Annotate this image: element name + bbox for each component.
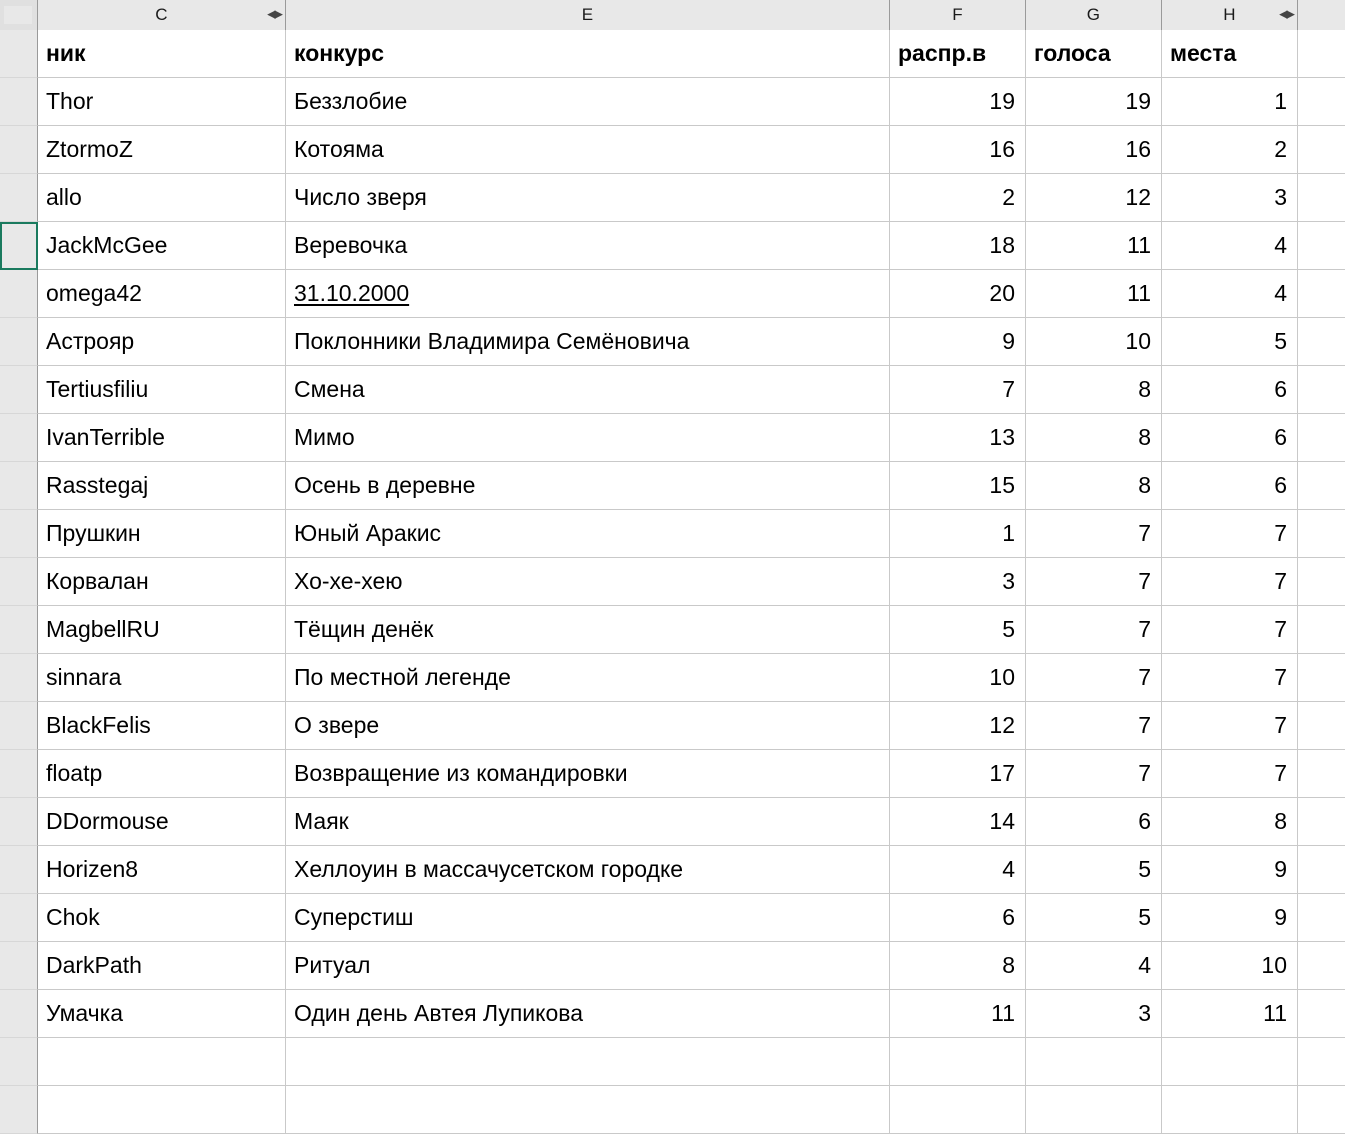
grid-body[interactable] — [0, 30, 1345, 1134]
cell-nick[interactable]: sinnara — [38, 654, 286, 702]
table-header-distrib[interactable]: распр.в — [890, 30, 1026, 78]
cell-contest[interactable]: Суперстиш — [286, 894, 890, 942]
cell-votes[interactable]: 10 — [1026, 318, 1162, 366]
cell-contest[interactable]: Веревочка — [286, 222, 890, 270]
cell-distrib[interactable]: 12 — [890, 702, 1026, 750]
cell-votes[interactable]: 7 — [1026, 606, 1162, 654]
cell-votes[interactable]: 7 — [1026, 750, 1162, 798]
cell-place[interactable]: 11 — [1162, 990, 1298, 1038]
cell-distrib[interactable]: 18 — [890, 222, 1026, 270]
cell-overflow — [1298, 1086, 1345, 1134]
cell-overflow — [1298, 1038, 1345, 1086]
cell-nick[interactable]: Корвалан — [38, 558, 286, 606]
cell-place[interactable]: 4 — [1162, 270, 1298, 318]
cell-votes[interactable]: 8 — [1026, 366, 1162, 414]
row-header[interactable] — [0, 942, 38, 990]
cell-nick[interactable]: floatp — [38, 750, 286, 798]
cell-nick[interactable]: omega42 — [38, 270, 286, 318]
row-header[interactable] — [0, 606, 38, 654]
cell-place[interactable]: 2 — [1162, 126, 1298, 174]
cell-votes[interactable]: 16 — [1026, 126, 1162, 174]
cell-nick[interactable]: Tertiusfiliu — [38, 366, 286, 414]
cell-contest[interactable]: Маяк — [286, 798, 890, 846]
cell-overflow — [1298, 78, 1345, 126]
cell-distrib[interactable]: 17 — [890, 750, 1026, 798]
table-row[interactable] — [0, 942, 1345, 990]
cell-place[interactable] — [1162, 1038, 1298, 1086]
cell-place[interactable]: 10 — [1162, 942, 1298, 990]
cell-place[interactable]: 7 — [1162, 750, 1298, 798]
cell-nick[interactable] — [38, 1038, 286, 1086]
table-row[interactable] — [0, 462, 1345, 510]
cell-votes[interactable]: 8 — [1026, 414, 1162, 462]
table-row[interactable] — [0, 270, 1345, 318]
cell-overflow — [1298, 126, 1345, 174]
cell-place[interactable] — [1162, 1086, 1298, 1134]
cell-votes[interactable]: 3 — [1026, 990, 1162, 1038]
cell-distrib[interactable]: 11 — [890, 990, 1026, 1038]
table-row-empty[interactable] — [0, 1038, 1345, 1086]
row-header[interactable] — [0, 78, 38, 126]
row-header[interactable] — [0, 990, 38, 1038]
table-row[interactable] — [0, 318, 1345, 366]
cell-contest[interactable]: Котояма — [286, 126, 890, 174]
row-header[interactable] — [0, 30, 38, 78]
cell-contest[interactable]: Один день Автея Лупикова — [286, 990, 890, 1038]
table-row[interactable] — [0, 126, 1345, 174]
cell-nick[interactable]: Chok — [38, 894, 286, 942]
cell-overflow — [1298, 846, 1345, 894]
table-header-contest[interactable]: конкурс — [286, 30, 890, 78]
row-header-selected[interactable] — [0, 222, 38, 270]
cell-votes[interactable]: 11 — [1026, 270, 1162, 318]
table-row[interactable] — [0, 558, 1345, 606]
cell-place[interactable]: 1 — [1162, 78, 1298, 126]
cell-distrib[interactable]: 8 — [890, 942, 1026, 990]
cell-distrib[interactable]: 7 — [890, 366, 1026, 414]
cell-overflow — [1298, 654, 1345, 702]
table-row[interactable] — [0, 654, 1345, 702]
cell-votes[interactable] — [1026, 1038, 1162, 1086]
table-header-overflow — [1298, 30, 1345, 78]
cell-votes[interactable]: 7 — [1026, 510, 1162, 558]
column-resize-handle-C-icon[interactable]: ◀▶ — [267, 8, 282, 21]
cell-place[interactable]: 7 — [1162, 606, 1298, 654]
row-header[interactable] — [0, 126, 38, 174]
row-header[interactable] — [0, 1086, 38, 1134]
cell-place[interactable]: 6 — [1162, 462, 1298, 510]
cell-votes[interactable]: 5 — [1026, 846, 1162, 894]
cell-overflow — [1298, 558, 1345, 606]
cell-overflow — [1298, 222, 1345, 270]
table-row[interactable] — [0, 894, 1345, 942]
row-header[interactable] — [0, 894, 38, 942]
table-row[interactable] — [0, 846, 1345, 894]
cell-distrib[interactable]: 1 — [890, 510, 1026, 558]
cell-place[interactable]: 6 — [1162, 414, 1298, 462]
column-header-G[interactable] — [1026, 0, 1162, 30]
row-header[interactable] — [0, 174, 38, 222]
cell-overflow — [1298, 462, 1345, 510]
cell-nick[interactable]: DarkPath — [38, 942, 286, 990]
cell-distrib[interactable]: 3 — [890, 558, 1026, 606]
cell-contest[interactable]: Смена — [286, 366, 890, 414]
cell-place[interactable]: 7 — [1162, 510, 1298, 558]
table-row[interactable] — [0, 78, 1345, 126]
row-header[interactable] — [0, 798, 38, 846]
table-header-nick[interactable]: ник — [38, 30, 286, 78]
cell-contest[interactable]: Возвращение из командировки — [286, 750, 890, 798]
cell-votes[interactable]: 7 — [1026, 702, 1162, 750]
row-header[interactable] — [0, 750, 38, 798]
table-row[interactable] — [0, 222, 1345, 270]
cell-contest[interactable]: Хеллоуин в массачусетском городке — [286, 846, 890, 894]
row-header[interactable] — [0, 462, 38, 510]
cell-votes[interactable]: 19 — [1026, 78, 1162, 126]
cell-nick[interactable]: BlackFelis — [38, 702, 286, 750]
cell-distrib[interactable]: 14 — [890, 798, 1026, 846]
table-header-votes[interactable]: голоса — [1026, 30, 1162, 78]
cell-votes[interactable]: 7 — [1026, 654, 1162, 702]
column-header-H[interactable] — [1162, 0, 1298, 30]
cell-contest[interactable]: Число зверя — [286, 174, 890, 222]
cell-contest[interactable]: Хо-хе-хею — [286, 558, 890, 606]
cell-overflow — [1298, 270, 1345, 318]
row-header[interactable] — [0, 366, 38, 414]
cell-contest[interactable]: О звере — [286, 702, 890, 750]
row-header[interactable] — [0, 654, 38, 702]
cell-contest[interactable]: Тёщин денёк — [286, 606, 890, 654]
table-row[interactable] — [0, 798, 1345, 846]
cell-distrib[interactable]: 20 — [890, 270, 1026, 318]
cell-distrib[interactable]: 9 — [890, 318, 1026, 366]
cell-distrib[interactable]: 13 — [890, 414, 1026, 462]
cell-distrib[interactable]: 4 — [890, 846, 1026, 894]
cell-contest[interactable]: Осень в деревне — [286, 462, 890, 510]
cell-nick[interactable]: Thor — [38, 78, 286, 126]
cell-overflow — [1298, 894, 1345, 942]
cell-votes[interactable]: 8 — [1026, 462, 1162, 510]
cell-distrib[interactable]: 16 — [890, 126, 1026, 174]
cell-contest[interactable] — [286, 1086, 890, 1134]
table-row[interactable] — [0, 702, 1345, 750]
cell-distrib[interactable] — [890, 1086, 1026, 1134]
cell-overflow — [1298, 606, 1345, 654]
table-header-row — [0, 30, 1345, 78]
cell-place[interactable]: 8 — [1162, 798, 1298, 846]
column-header-F[interactable] — [890, 0, 1026, 30]
row-header[interactable] — [0, 558, 38, 606]
cell-distrib[interactable]: 10 — [890, 654, 1026, 702]
cell-overflow — [1298, 750, 1345, 798]
cell-votes[interactable]: 11 — [1026, 222, 1162, 270]
cell-distrib[interactable]: 5 — [890, 606, 1026, 654]
cell-place[interactable]: 3 — [1162, 174, 1298, 222]
row-header[interactable] — [0, 318, 38, 366]
cell-distrib[interactable]: 15 — [890, 462, 1026, 510]
cell-distrib[interactable] — [890, 1038, 1026, 1086]
cell-place[interactable]: 7 — [1162, 654, 1298, 702]
column-header-overflow — [1298, 0, 1345, 30]
table-row[interactable] — [0, 414, 1345, 462]
table-row[interactable] — [0, 606, 1345, 654]
cell-contest[interactable]: Поклонники Владимира Семёновича — [286, 318, 890, 366]
cell-nick[interactable]: JackMcGee — [38, 222, 286, 270]
cell-place[interactable]: 9 — [1162, 894, 1298, 942]
cell-contest[interactable] — [286, 1038, 890, 1086]
table-row[interactable] — [0, 750, 1345, 798]
cell-contest[interactable]: Юный Аракис — [286, 510, 890, 558]
column-header-G-label: G — [1086, 5, 1101, 24]
column-resize-handle-H-icon[interactable]: ◀▶ — [1279, 8, 1294, 21]
table-header-place[interactable]: места — [1162, 30, 1298, 78]
row-header[interactable] — [0, 846, 38, 894]
column-header-C[interactable] — [38, 0, 286, 30]
table-row[interactable] — [0, 366, 1345, 414]
cell-votes[interactable] — [1026, 1086, 1162, 1134]
column-header-C-label: C — [155, 5, 168, 24]
row-header[interactable] — [0, 510, 38, 558]
cell-nick[interactable]: Horizen8 — [38, 846, 286, 894]
cell-votes[interactable]: 5 — [1026, 894, 1162, 942]
cell-nick[interactable]: DDormouse — [38, 798, 286, 846]
table-row[interactable] — [0, 510, 1345, 558]
table-row[interactable] — [0, 990, 1345, 1038]
column-header-H-label: H — [1223, 5, 1236, 24]
cell-nick[interactable]: Астрояр — [38, 318, 286, 366]
cell-place[interactable]: 9 — [1162, 846, 1298, 894]
cell-nick[interactable]: allo — [38, 174, 286, 222]
cell-nick[interactable]: ZtormoZ — [38, 126, 286, 174]
cell-contest[interactable] — [286, 270, 890, 318]
column-header-row — [0, 0, 1345, 30]
select-all-corner[interactable] — [0, 0, 38, 30]
cell-contest[interactable]: Мимо — [286, 414, 890, 462]
cell-overflow — [1298, 366, 1345, 414]
cell-contest[interactable]: Беззлобие — [286, 78, 890, 126]
cell-nick[interactable]: IvanTerrible — [38, 414, 286, 462]
cell-votes[interactable]: 7 — [1026, 558, 1162, 606]
cell-place[interactable]: 7 — [1162, 702, 1298, 750]
table-row[interactable] — [0, 174, 1345, 222]
cell-overflow — [1298, 318, 1345, 366]
cell-place[interactable]: 5 — [1162, 318, 1298, 366]
row-header[interactable] — [0, 270, 38, 318]
column-header-E-label: E — [581, 5, 594, 24]
cell-nick[interactable] — [38, 1086, 286, 1134]
cell-overflow — [1298, 942, 1345, 990]
column-header-E[interactable] — [286, 0, 890, 30]
cell-votes[interactable]: 4 — [1026, 942, 1162, 990]
cell-overflow — [1298, 990, 1345, 1038]
row-header[interactable] — [0, 1038, 38, 1086]
cell-overflow — [1298, 414, 1345, 462]
cell-place[interactable]: 7 — [1162, 558, 1298, 606]
cell-distrib[interactable]: 2 — [890, 174, 1026, 222]
cell-nick[interactable]: Умачка — [38, 990, 286, 1038]
cell-votes[interactable]: 12 — [1026, 174, 1162, 222]
cell-overflow — [1298, 798, 1345, 846]
cell-overflow — [1298, 174, 1345, 222]
table-row-empty[interactable] — [0, 1086, 1345, 1134]
cell-contest-text: 31.10.2000 — [294, 280, 410, 306]
column-header-F-label: F — [952, 5, 963, 24]
row-header[interactable] — [0, 702, 38, 750]
cell-distrib[interactable]: 6 — [890, 894, 1026, 942]
cell-nick[interactable]: Rasstegaj — [38, 462, 286, 510]
cell-nick[interactable]: MagbellRU — [38, 606, 286, 654]
cell-overflow — [1298, 702, 1345, 750]
cell-place[interactable]: 4 — [1162, 222, 1298, 270]
row-header[interactable] — [0, 414, 38, 462]
cell-votes[interactable]: 6 — [1026, 798, 1162, 846]
cell-distrib[interactable]: 19 — [890, 78, 1026, 126]
cell-nick[interactable]: Прушкин — [38, 510, 286, 558]
cell-contest[interactable]: По местной легенде — [286, 654, 890, 702]
cell-overflow — [1298, 510, 1345, 558]
cell-contest[interactable]: Ритуал — [286, 942, 890, 990]
cell-place[interactable]: 6 — [1162, 366, 1298, 414]
